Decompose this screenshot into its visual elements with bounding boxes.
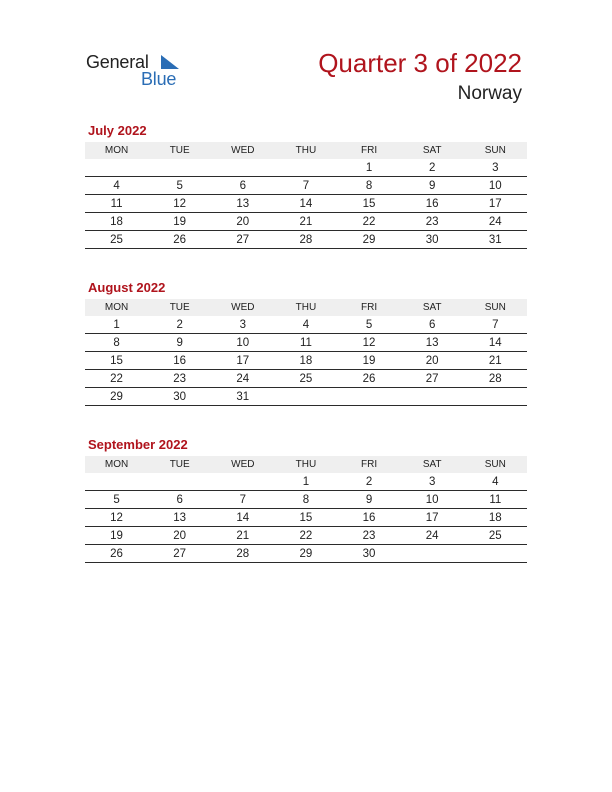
month-title: August 2022 [88, 280, 166, 295]
day-cell: 13 [236, 197, 250, 210]
day-cell: 2 [365, 475, 373, 488]
weekday-header: SUN [484, 145, 506, 156]
month-calendar [85, 436, 527, 563]
week-row [85, 177, 527, 195]
day-cell: 23 [173, 372, 187, 385]
day-cell: 3 [428, 475, 436, 488]
day-cell: 23 [425, 215, 439, 228]
day-cell: 22 [110, 372, 123, 385]
weekday-header-row [85, 456, 527, 473]
day-cell: 19 [110, 529, 123, 542]
week-row [85, 370, 527, 388]
day-cell: 2 [428, 161, 436, 174]
week-row [85, 545, 527, 563]
weekday-header: FRI [361, 302, 378, 313]
day-cell: 19 [173, 215, 187, 228]
day-cell: 15 [110, 354, 123, 367]
weekday-header: WED [231, 459, 255, 470]
month-title: September 2022 [88, 437, 188, 452]
day-cell: 26 [173, 233, 187, 246]
day-cell: 16 [362, 511, 376, 524]
country-label: Norway [457, 83, 522, 104]
day-cell: 30 [425, 233, 439, 246]
day-cell: 26 [110, 547, 123, 560]
weekday-header: SAT [422, 145, 442, 156]
day-cell: 11 [299, 336, 312, 349]
week-row [85, 195, 527, 213]
weekday-header: SUN [484, 302, 506, 313]
day-cell: 31 [236, 390, 250, 403]
weekday-header: FRI [361, 145, 378, 156]
week-row [85, 352, 527, 370]
day-cell: 30 [362, 547, 376, 560]
day-cell: 15 [362, 197, 376, 210]
weekday-header: TUE [169, 145, 190, 156]
day-cell: 17 [425, 511, 439, 524]
week-row [85, 509, 527, 527]
day-cell: 4 [492, 475, 499, 488]
day-cell: 11 [489, 493, 502, 506]
weekday-header: THU [295, 145, 317, 156]
day-cell: 10 [236, 336, 250, 349]
day-cell: 21 [488, 354, 502, 367]
day-cell: 13 [425, 336, 439, 349]
day-cell: 3 [492, 161, 499, 174]
day-cell: 16 [425, 197, 439, 210]
day-cell: 21 [236, 529, 250, 542]
page-title: Quarter 3 of 2022 [318, 48, 522, 78]
day-cell: 9 [365, 493, 373, 506]
weekday-header: MON [104, 145, 129, 156]
weekday-header: SAT [422, 302, 442, 313]
week-row [85, 231, 527, 249]
day-cell: 18 [110, 215, 123, 228]
day-cell: 1 [365, 161, 373, 174]
day-cell: 3 [239, 318, 247, 331]
month-calendar [85, 279, 527, 406]
weekday-header: WED [231, 145, 255, 156]
day-cell: 16 [173, 354, 187, 367]
weekday-header: MON [104, 459, 129, 470]
weekday-header: TUE [169, 302, 190, 313]
week-row [85, 334, 527, 352]
day-cell: 14 [299, 197, 313, 210]
week-row [85, 388, 527, 406]
day-cell: 23 [362, 529, 376, 542]
day-cell: 28 [299, 233, 313, 246]
day-cell: 14 [236, 511, 250, 524]
day-cell: 12 [110, 511, 123, 524]
day-cell: 5 [176, 179, 183, 192]
day-cell: 20 [173, 529, 187, 542]
day-cell: 24 [488, 215, 502, 228]
day-cell: 14 [488, 336, 502, 349]
week-row [85, 473, 527, 491]
day-cell: 4 [302, 318, 310, 331]
logo-triangle-icon [159, 54, 181, 70]
generalblue-logo [86, 52, 196, 92]
day-cell: 24 [236, 372, 250, 385]
day-cell: 25 [299, 372, 313, 385]
day-cell: 12 [362, 336, 376, 349]
day-cell: 2 [176, 318, 183, 331]
day-cell: 31 [488, 233, 502, 246]
month-title: July 2022 [88, 123, 147, 138]
day-cell: 6 [428, 318, 436, 331]
day-cell: 18 [488, 511, 502, 524]
weekday-header-row [85, 299, 527, 316]
day-cell: 20 [236, 215, 250, 228]
day-cell: 28 [488, 372, 502, 385]
day-cell: 9 [176, 336, 183, 349]
day-cell: 6 [176, 493, 183, 506]
day-cell: 22 [299, 529, 313, 542]
day-cell: 1 [113, 318, 120, 331]
day-cell: 4 [113, 179, 120, 192]
day-cell: 25 [110, 233, 123, 246]
day-cell: 18 [299, 354, 313, 367]
day-cell: 12 [173, 197, 187, 210]
logo-text-blue: Blue [141, 69, 177, 89]
day-cell: 5 [365, 318, 373, 331]
day-cell: 7 [492, 318, 499, 331]
day-cell: 29 [362, 233, 376, 246]
day-cell: 28 [236, 547, 250, 560]
day-cell: 27 [236, 233, 250, 246]
day-cell: 24 [425, 529, 439, 542]
day-cell: 10 [488, 179, 502, 192]
weekday-header: FRI [361, 459, 378, 470]
month-calendar [85, 122, 527, 249]
day-cell: 27 [425, 372, 439, 385]
weekday-header: SUN [484, 459, 506, 470]
day-cell: 15 [299, 511, 313, 524]
day-cell: 5 [113, 493, 120, 506]
weekday-header: THU [295, 302, 317, 313]
day-cell: 27 [173, 547, 187, 560]
day-cell: 22 [362, 215, 376, 228]
day-cell: 17 [236, 354, 250, 367]
day-cell: 9 [428, 179, 436, 192]
day-cell: 8 [113, 336, 120, 349]
day-cell: 11 [110, 197, 123, 210]
week-row [85, 159, 527, 177]
week-row [85, 213, 527, 231]
day-cell: 13 [173, 511, 187, 524]
day-cell: 25 [488, 529, 502, 542]
day-cell: 19 [362, 354, 376, 367]
day-cell: 29 [299, 547, 313, 560]
day-cell: 20 [425, 354, 439, 367]
week-row [85, 316, 527, 334]
week-row [85, 491, 527, 509]
day-cell: 29 [110, 390, 123, 403]
day-cell: 10 [425, 493, 439, 506]
day-cell: 30 [173, 390, 187, 403]
weekday-header: MON [104, 302, 129, 313]
logo-text-general: General [86, 52, 149, 72]
weekday-header: TUE [169, 459, 190, 470]
day-cell: 8 [302, 493, 310, 506]
day-cell: 6 [239, 179, 247, 192]
weekday-header: THU [295, 459, 317, 470]
weekday-header: WED [231, 302, 255, 313]
week-row [85, 527, 527, 545]
day-cell: 1 [302, 475, 310, 488]
day-cell: 17 [488, 197, 502, 210]
weekday-header: SAT [422, 459, 442, 470]
weekday-header-row [85, 142, 527, 159]
day-cell: 21 [299, 215, 313, 228]
day-cell: 7 [302, 179, 310, 192]
day-cell: 26 [362, 372, 376, 385]
day-cell: 8 [365, 179, 373, 192]
day-cell: 7 [239, 493, 247, 506]
